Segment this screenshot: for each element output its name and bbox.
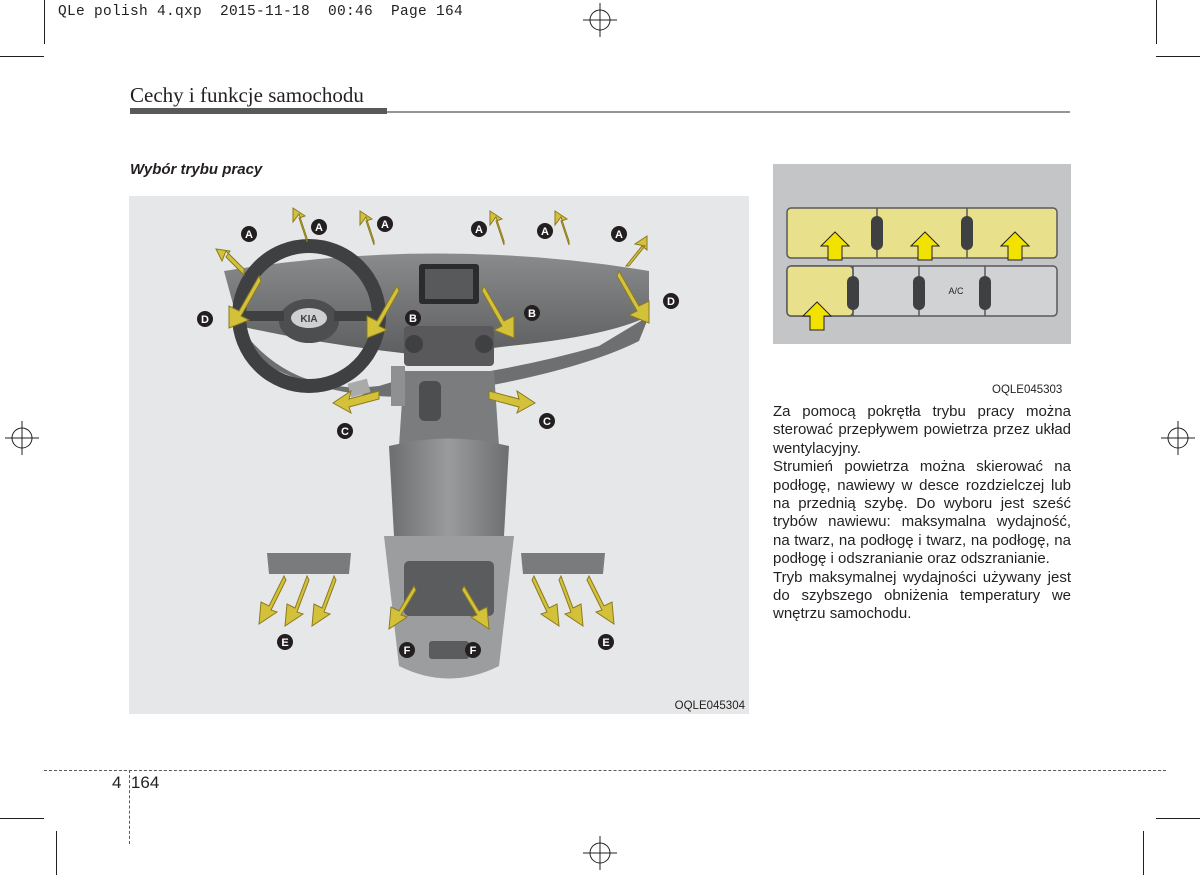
vent-label-f-1 xyxy=(399,642,415,658)
figure-right-caption: OQLE045303 xyxy=(992,384,1063,396)
svg-text:C: C xyxy=(341,426,349,438)
mode-buttons-illustration xyxy=(773,164,1071,344)
body-text xyxy=(773,403,1071,624)
vent-label-a-5 xyxy=(537,223,553,239)
vent-label-c-2 xyxy=(539,413,555,429)
paragraph-2: Strumień powietrza można skierować na podłogę, nawiewy w desce rozdzielczej lub na przednią szybę. Do wyboru jest sześć trybów nawiewu: maksymalna wydajność, na twarz, na podłogę i twarz, na podłogę, na podłogę i odszranianie oraz odszranianie. xyxy=(773,458,1071,568)
svg-text:D: D xyxy=(201,314,209,326)
interior-drawing xyxy=(129,196,749,714)
svg-text:A: A xyxy=(245,229,253,241)
section-title: Cechy i funkcje samochodu xyxy=(130,83,364,107)
svg-text:E: E xyxy=(281,637,289,649)
svg-text:B: B xyxy=(528,308,536,320)
svg-text:A: A xyxy=(475,224,483,236)
vent-label-a-3 xyxy=(377,216,393,232)
vent-label-b-1 xyxy=(405,310,421,326)
svg-text:A: A xyxy=(381,219,389,231)
vent-label-a-4 xyxy=(471,221,487,237)
paragraph-1: Za pomocą pokrętła trybu pracy można sterować przepływem powietrza przez układ wentylacyjny. xyxy=(773,403,1071,457)
svg-text:F: F xyxy=(469,645,477,657)
vent-label-a-2 xyxy=(311,219,327,235)
mode-buttons-drawing xyxy=(773,164,1071,344)
svg-text:B: B xyxy=(409,313,417,325)
registration-mark-bottom xyxy=(583,836,617,870)
subheading: Wybór trybu pracy xyxy=(130,161,263,178)
ac-button-label: A/C xyxy=(948,286,964,296)
vent-label-e-2 xyxy=(598,634,614,650)
center-armrest xyxy=(389,439,509,537)
svg-text:A: A xyxy=(315,222,323,234)
kia-logo: KIA xyxy=(300,314,318,325)
svg-text:A: A xyxy=(541,226,549,238)
vent-label-d-1 xyxy=(197,311,213,327)
vent-label-f-2 xyxy=(465,642,481,658)
page-number xyxy=(112,773,159,793)
vent-label-e-1 xyxy=(277,634,293,650)
title-rule-light xyxy=(387,111,1070,113)
print-slug: QLe polish 4.qxp 2015-11-18 00:46 Page 164 xyxy=(58,4,464,20)
interior-vents-illustration xyxy=(129,196,749,714)
paragraph-3: Tryb maksymalnej wydajności używany jest do szybszego obniżenia temperatury we wnętrzu samochodu. xyxy=(773,568,1071,623)
footer-rule xyxy=(44,770,1166,771)
svg-text:A: A xyxy=(615,229,623,241)
svg-text:D: D xyxy=(667,296,675,308)
vent-label-c-1 xyxy=(337,423,353,439)
chapter-number: 4 xyxy=(112,773,122,792)
vent-label-d-2 xyxy=(663,293,679,309)
figure-left-caption: OQLE045304 xyxy=(674,700,745,712)
svg-text:C: C xyxy=(543,416,551,428)
vent-label-b-2 xyxy=(524,305,540,321)
registration-mark-top xyxy=(583,3,617,37)
registration-mark-left xyxy=(5,421,39,455)
svg-text:E: E xyxy=(602,637,610,649)
vent-label-a-1 xyxy=(241,226,257,242)
page-number-value: 164 xyxy=(130,773,160,792)
svg-text:F: F xyxy=(403,645,411,657)
vent-label-a-6 xyxy=(611,226,627,242)
registration-mark-right xyxy=(1161,421,1195,455)
title-rule-dark xyxy=(130,108,387,114)
